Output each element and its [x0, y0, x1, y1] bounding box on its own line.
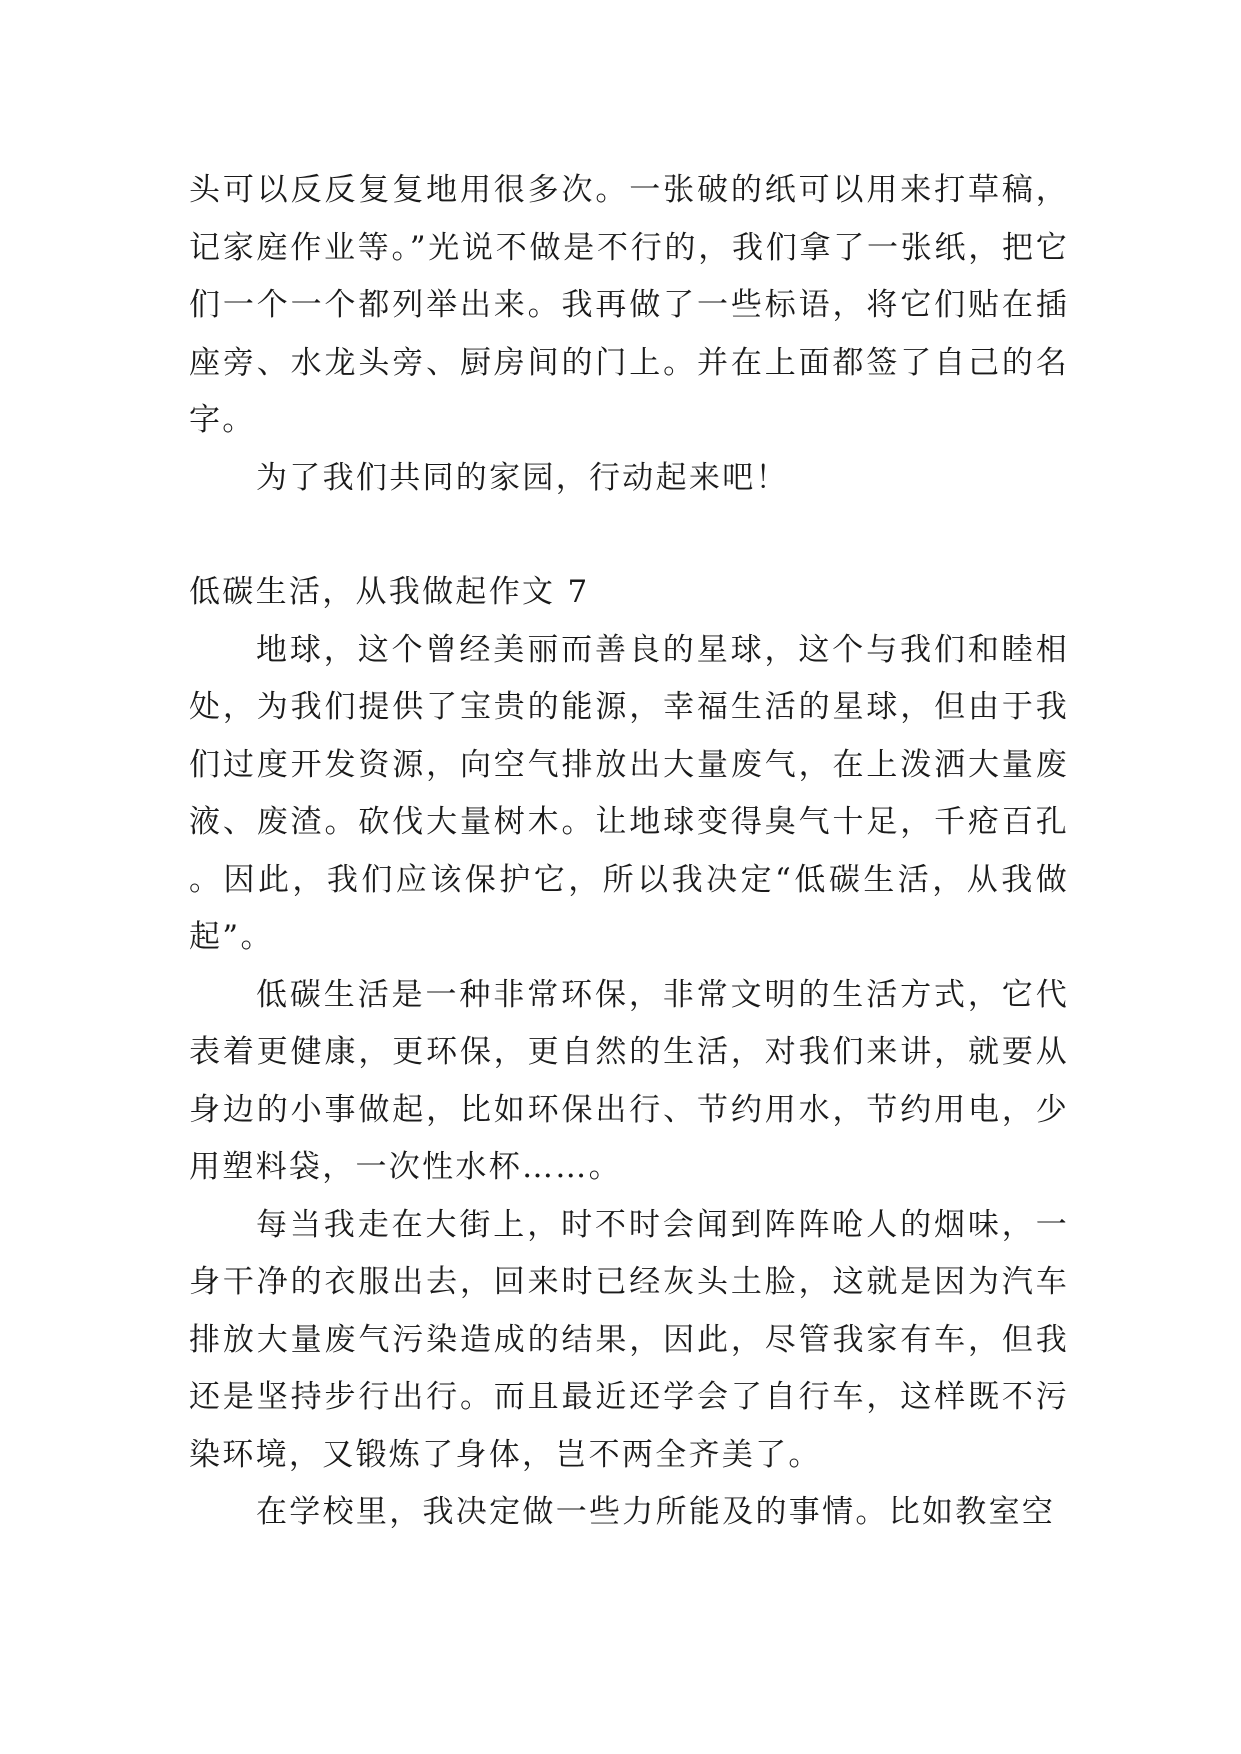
- paragraph-school: 在学校里，我决定做一些力所能及的事情。比如教室空: [256, 1494, 1056, 1530]
- paragraph-low-carbon-life: 低碳生活是一种非常环保，非常文明的生活方式，它代表着更健康，更环保，更自然的生活，对我们来讲，就要从身边的小事做起，比如环保出行、节约用水，节约用电，少用塑料袋，一次性水杯……。: [189, 976, 1069, 1185]
- paragraph-earth: 地球，这个曾经美丽而善良的星球，这个与我们和睦相处，为我们提供了宝贵的能源，幸福生活的星球，但由于我们过度开发资源，向空气排放出大量废气，在上泼洒大量废液、废渣。砍伐大量树木。让地球变得臭气十足，千疮百孔。因此，我们应该保护它，所以我决定“低碳生活，从我做起”。: [189, 631, 1069, 955]
- paragraph-call-to-action: 为了我们共同的家园，行动起来吧！: [256, 459, 789, 496]
- paragraph-continuation: 头可以反反复复地用很多次。一张破的纸可以用来打草稿，记家庭作业等。”光说不做是不行的，我们拿了一张纸，把它们一个一个都列举出来。我再做了一些标语，将它们贴在插座旁、水龙头旁、厨房间的门上。并在上面都签了自己的名字。: [189, 172, 1069, 438]
- essay-heading: 低碳生活，从我做起作文 7: [189, 574, 590, 610]
- essay-body: [189, 162, 1069, 1542]
- paragraph-street: 每当我走在大街上，时不时会闻到阵阵呛人的烟味，一身干净的衣服出去，回来时已经灰头土脸，这就是因为汽车排放大量废气污染造成的结果，因此，尽管我家有车，但我还是坚持步行出行。而且最近还学会了自行车，这样既不污染环境，又锻炼了身体，岂不两全齐美了。: [189, 1206, 1069, 1473]
